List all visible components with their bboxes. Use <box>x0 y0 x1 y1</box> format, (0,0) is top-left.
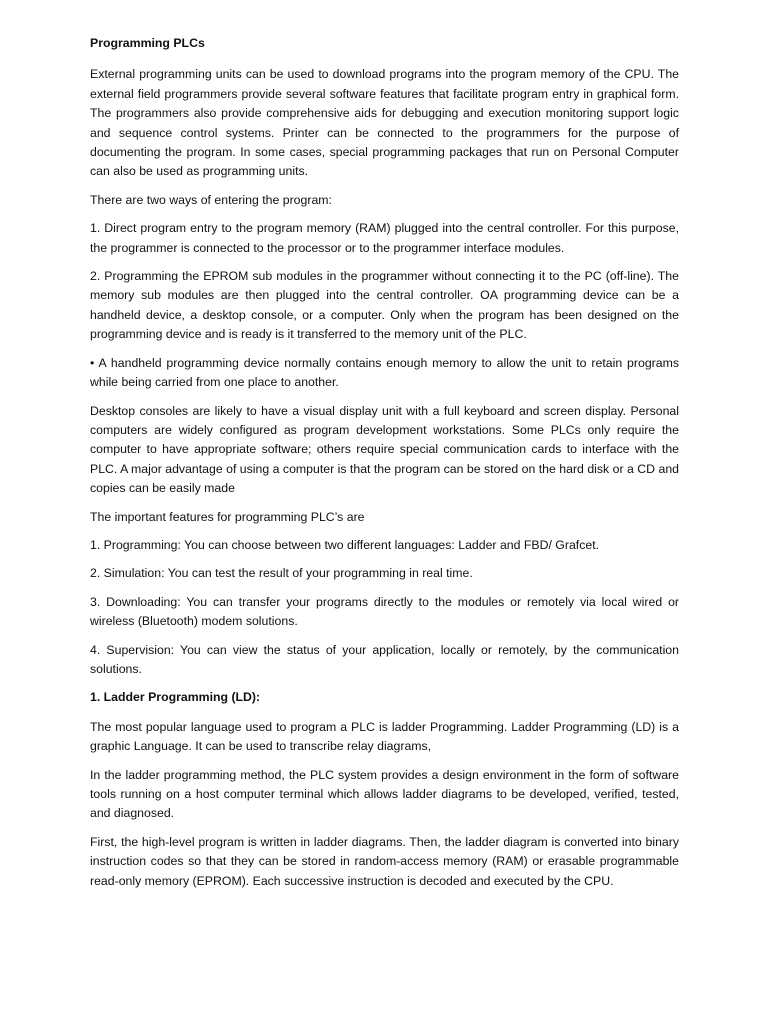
document-page <box>90 34 679 900</box>
document-title: Programming PLCs <box>90 36 205 50</box>
paragraph-direct-entry: 1. Direct program entry to the program memory (RAM) plugged into the central controller. For this purpose, the programmer is connected to the processor or to the programmer interface modules. <box>90 221 679 255</box>
paragraph-eprom: 2. Programming the EPROM sub modules in the programmer without connecting it to the PC (off-line). The memory sub modules are then plugged into the central controller. OA programming device can be a handheld device, a desktop console, or a computer. Only when the program has been designed on the programming device and is ready is it transferred to the memory unit of the PLC. <box>90 269 679 342</box>
paragraph-ladder-method: In the ladder programming method, the PLC system provides a design environment in the form of software tools running on a host computer terminal which allows ladder diagrams to be developed, verified, tested, and diagnosed. <box>90 767 679 821</box>
paragraph-desktop-consoles: Desktop consoles are likely to have a visual display unit with a full keyboard and screen display. Personal computers are widely configured as program development workstations. Some PLCs only require the computer to have appropriate software; others require special communication cards to interface with the PLC. A major advantage of using a computer is that the program can be stored on the hard disk or a CD and copies can be easily made <box>90 403 679 496</box>
paragraph-feature-programming: 1. Programming: You can choose between two different languages: Ladder and FBD/ Grafcet. <box>90 537 600 552</box>
paragraph-feature-supervision: 4. Supervision: You can view the status of your application, locally or remotely, by the communication solutions. <box>90 642 679 676</box>
paragraph-features-intro: The important features for programming PLC’s are <box>90 509 365 524</box>
paragraph-intro: External programming units can be used to download programs into the program memory of the CPU. The external field programmers provide several software features that facilitate program entry in graphical form. The programmers also provide comprehensive aids for debugging and execution monitoring support logic and sequence control systems. Printer can be connected to the programmers for the purpose of documenting the program. In some cases, special programming packages that run on Personal Computer can also be used as programming units. <box>90 67 679 179</box>
paragraph-handheld: • A handheld programming device normally contains enough memory to allow the unit to retain programs while being carried from one place to another. <box>90 355 679 390</box>
paragraph-feature-downloading: 3. Downloading: You can transfer your programs directly to the modules or remotely via local wired or wireless (Bluetooth) modem solutions. <box>90 594 679 629</box>
paragraph-ladder-popular: The most popular language used to program a PLC is ladder Programming. Ladder Programming (LD) is a graphic Language. It can be used to transcribe relay diagrams, <box>90 719 679 754</box>
paragraph-ladder-process: First, the high-level program is written in ladder diagrams. Then, the ladder diagram is converted into binary instruction codes so that they can be stored in random-access memory (RAM) or erasable programmable read-only memory (EPROM). Each successive instruction is decoded and executed by the CPU. <box>90 834 679 888</box>
ladder-heading: 1. Ladder Programming (LD): <box>90 690 261 705</box>
paragraph-feature-simulation: 2. Simulation: You can test the result of your programming in real time. <box>90 566 473 581</box>
paragraph-two-ways: There are two ways of entering the program: <box>90 192 332 207</box>
